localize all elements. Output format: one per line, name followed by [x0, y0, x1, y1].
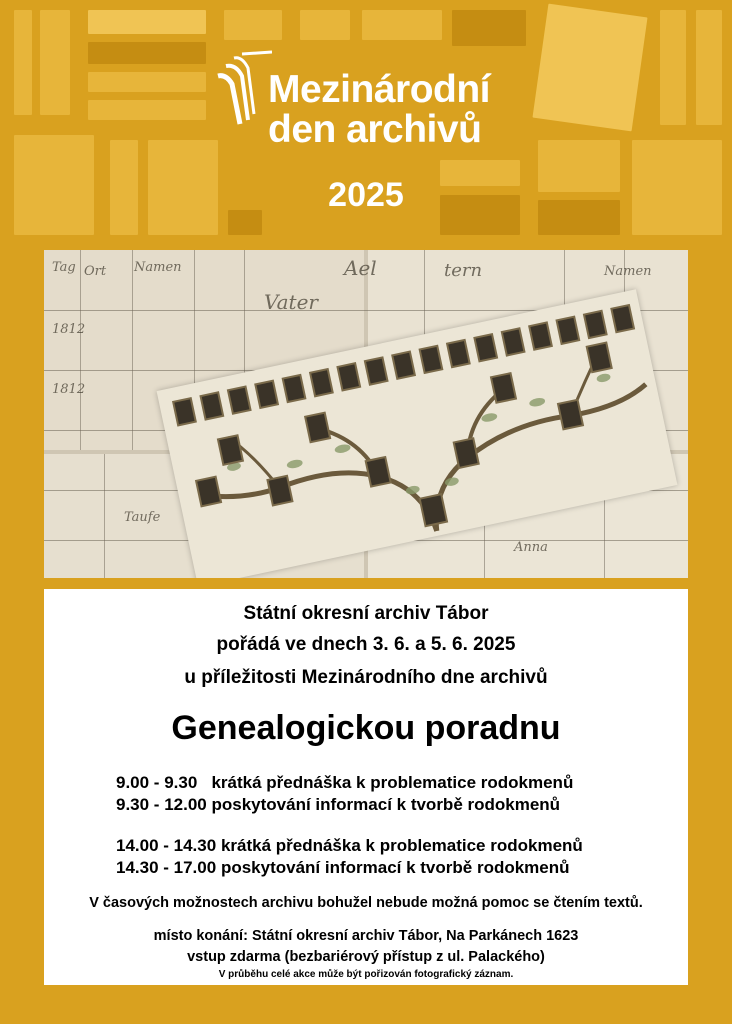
archive-pages-icon	[212, 50, 272, 130]
schedule-text: poskytování informací k tvorbě rodokmenů	[211, 795, 561, 814]
schedule-text: poskytování informací k tvorbě rodokmenů	[220, 858, 570, 877]
schedule-item	[116, 795, 560, 815]
photo-notice: V průběhu celé akce může být pořizován fotografický záznam.	[218, 969, 514, 980]
logo-line-1: Mezinárodní	[268, 68, 491, 111]
schedule-time: 14.00 - 14.30	[116, 836, 217, 855]
event-logo	[212, 44, 532, 164]
schedule-item	[116, 773, 573, 793]
reading-help-note: V časových možnostech archivu bohužel nebude možná pomoc se čtením textů.	[89, 895, 643, 911]
schedule-item	[116, 858, 570, 878]
schedule-time: 9.30 - 12.00	[116, 795, 207, 814]
occasion: u příležitosti Mezinárodního dne archivů	[184, 667, 548, 688]
schedule-text: krátká přednáška k problematice rodokmenů	[220, 836, 583, 855]
headline: Genealogickou poradnu	[171, 709, 561, 747]
schedule-item	[116, 836, 583, 856]
event-year: 2025	[328, 176, 404, 214]
schedule-time: 14.30 - 17.00	[116, 858, 217, 877]
archive-photo: Tag Ort Namen Vater Ael tern Namen 1812 1812 Anna Taufe	[44, 250, 688, 578]
event-dates: pořádá ve dnech 3. 6. a 5. 6. 2025	[216, 634, 516, 655]
info-panel	[44, 589, 688, 985]
schedule-time: 9.00 - 9.30	[116, 773, 207, 792]
schedule-text: krátká přednáška k problematice rodokmenů	[211, 773, 574, 792]
organizer: Státní okresní archiv Tábor	[243, 603, 489, 624]
logo-line-2: den archivů	[268, 108, 482, 151]
logo-title	[268, 70, 490, 150]
entry-info: vstup zdarma (bezbariérový přístup z ul. Palackého)	[187, 949, 545, 965]
venue: místo konání: Státní okresní archiv Tábor, Na Parkánech 1623	[153, 928, 579, 944]
